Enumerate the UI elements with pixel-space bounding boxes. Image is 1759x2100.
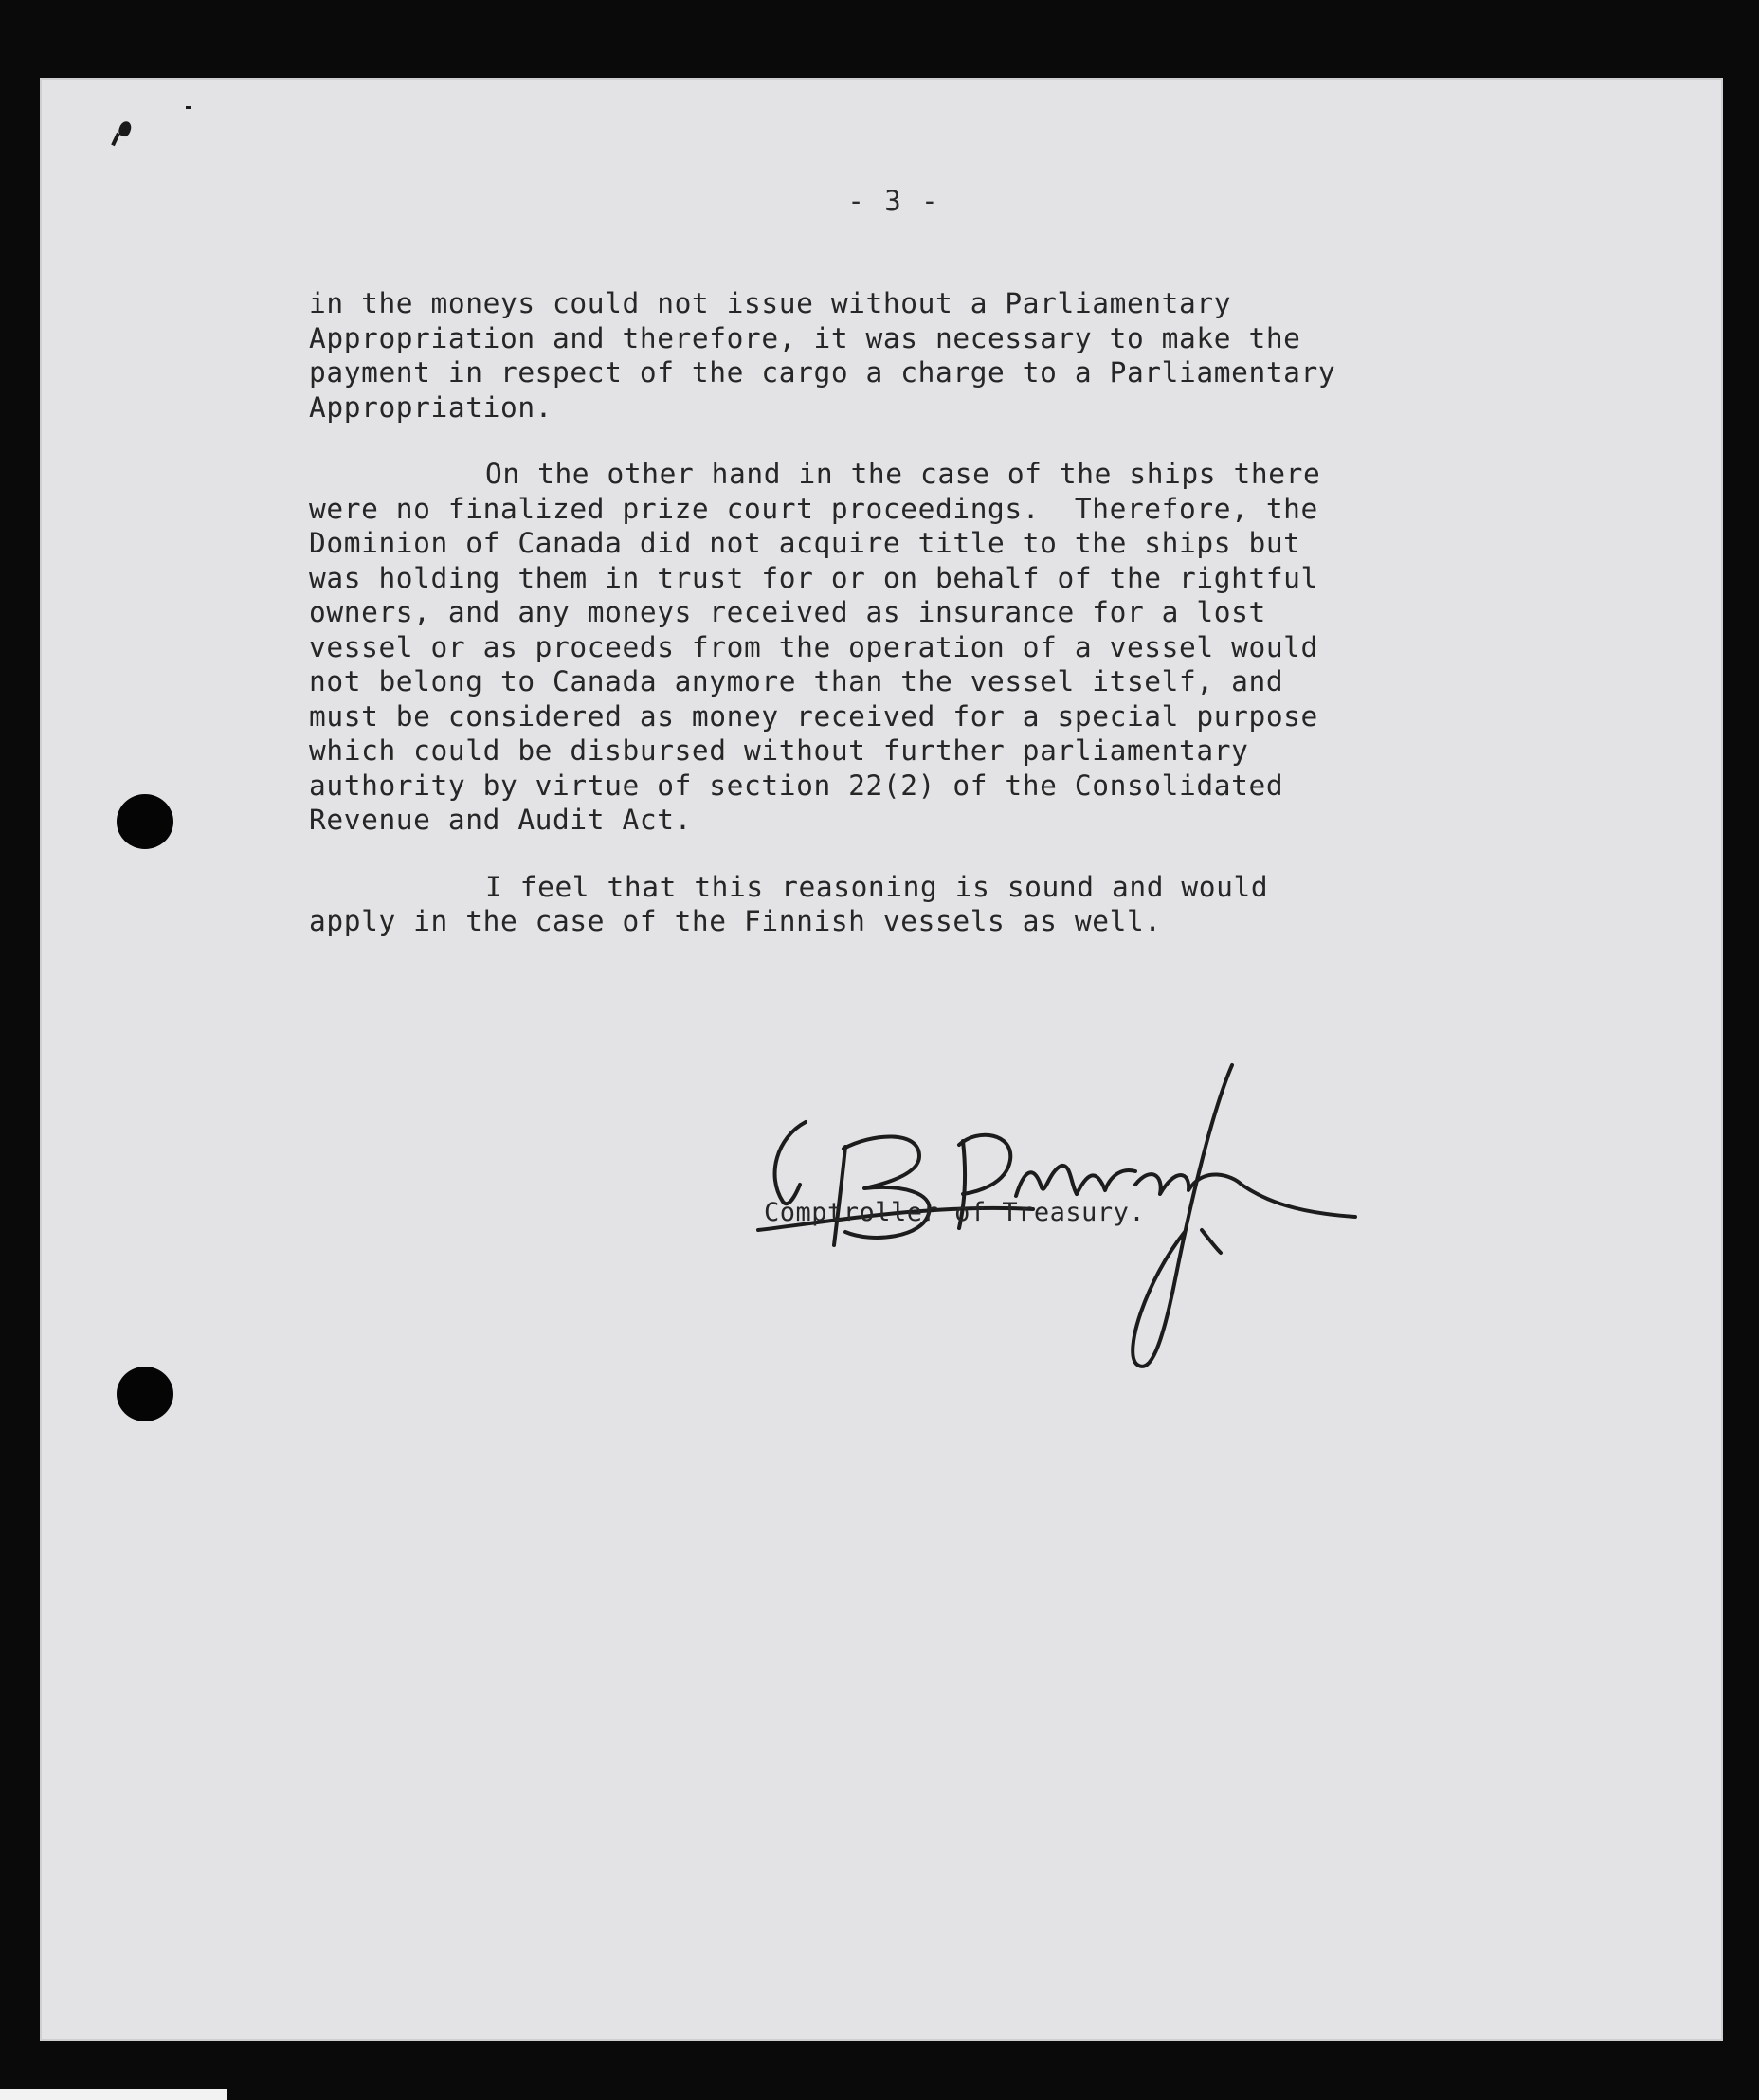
text-line: On the other hand in the case of the ships there [485, 458, 1321, 490]
text-line: which could be disbursed without further parliamentary [309, 734, 1249, 767]
text-line: vessel or as proceeds from the operation of a vessel would [309, 630, 1318, 663]
paragraph [309, 457, 1408, 838]
paragraph [309, 870, 1408, 939]
text-line: apply in the case of the Finnish vessels as well. [309, 905, 1162, 937]
text-line: must be considered as money received for a special purpose [309, 699, 1318, 733]
text-line: Appropriation. [309, 390, 553, 424]
text-line: owners, and any moneys received as insurance for a lost [309, 596, 1266, 628]
text-line: Revenue and Audit Act. [309, 804, 692, 836]
text-line: payment in respect of the cargo a charge to a Parliamentary [309, 356, 1336, 389]
ink-mark [111, 133, 120, 146]
letter-body [309, 286, 1408, 971]
paragraph [309, 286, 1408, 425]
text-line: I feel that this reasoning is sound and would [485, 870, 1269, 903]
punch-hole [117, 794, 173, 849]
signatory-title: Comptroller of Treasury. [764, 1198, 1146, 1227]
ink-mark [186, 106, 191, 109]
scan-edge [0, 2089, 227, 2100]
page-number: - 3 - [847, 185, 940, 217]
text-line: Appropriation and therefore, it was necessary to make the [309, 321, 1301, 354]
text-line: authority by virtue of section 22(2) of the Consolidated [309, 769, 1284, 802]
text-line: was holding them in trust for or on behalf of the rightful [309, 561, 1318, 594]
text-line: Dominion of Canada did not acquire title to the ships but [309, 527, 1301, 559]
text-line: not belong to Canada anymore than the vessel itself, and [309, 665, 1284, 697]
text-line: in the moneys could not issue without a Parliamentary [309, 287, 1232, 319]
punch-hole [117, 1367, 173, 1421]
text-line: were no finalized prize court proceedings. Therefore, the [309, 492, 1318, 525]
